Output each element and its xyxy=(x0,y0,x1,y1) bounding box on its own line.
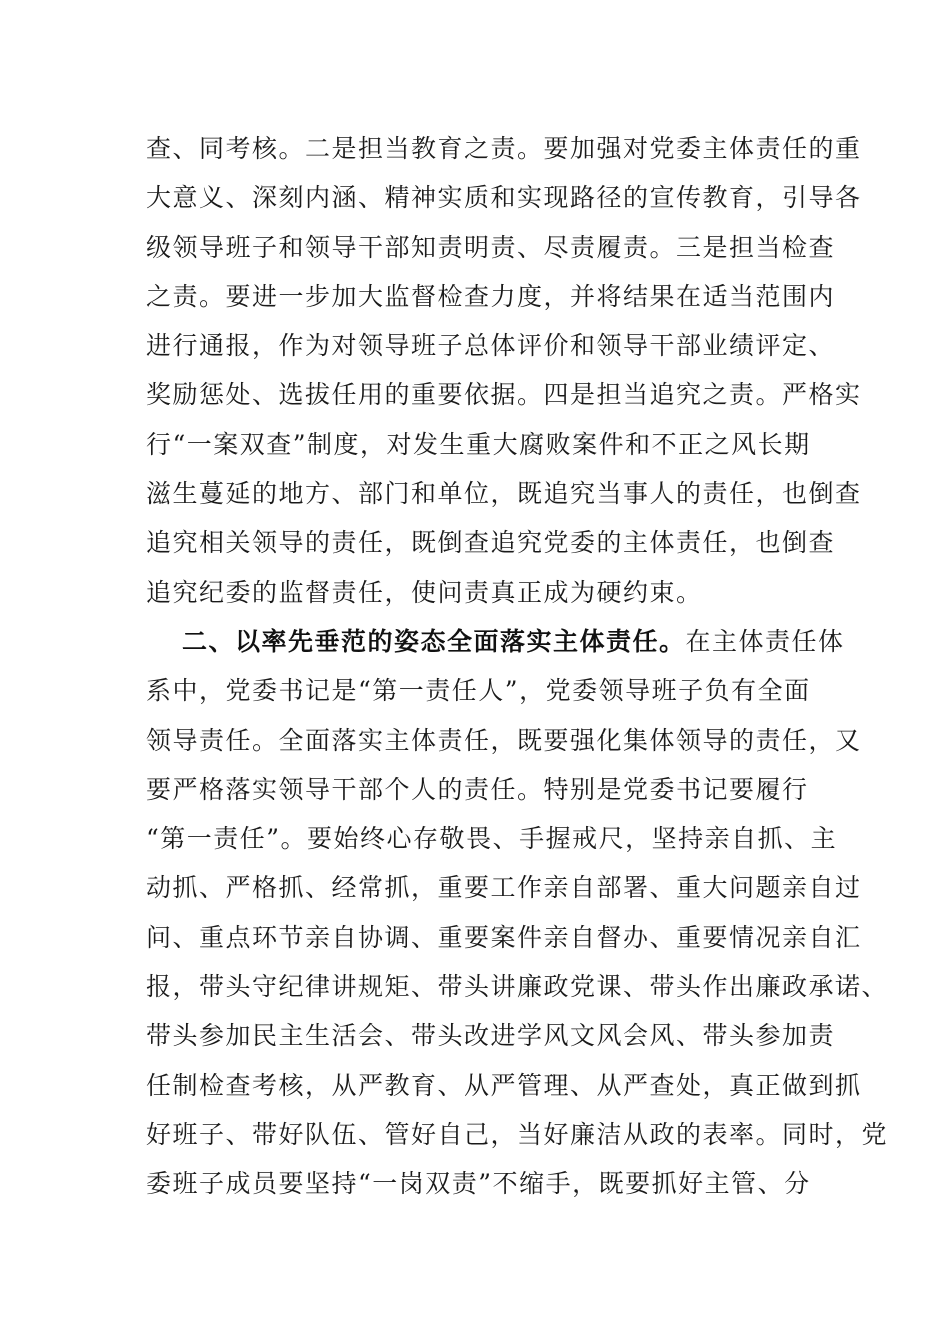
text-line: 委班子成员要坚持“一岗双责”不缩手，既要抓好主管、分 xyxy=(146,1169,811,1199)
text-line: 行“一案双查”制度，对发生重大腐败案件和不正之风长期 xyxy=(146,429,811,459)
text-line: 报，带头守纪律讲规矩、带头讲廉政党课、带头作出廉政承诺、 xyxy=(146,972,889,1002)
text-line: 要严格落实领导干部个人的责任。特别是党委书记要履行 xyxy=(146,774,809,804)
text-line: 动抓、严格抓、经常抓，重要工作亲自部署、重大问题亲自过 xyxy=(146,873,862,903)
text-line: 系中，党委书记是“第一责任人”，党委领导班子负有全面 xyxy=(146,676,811,706)
text-line: 追究相关领导的责任，既倒查追究党委的主体责任，也倒查 xyxy=(146,528,836,558)
text-line: 查、同考核。二是担当教育之责。要加强对党委主体责任的重 xyxy=(146,134,862,163)
text-line: 奖励惩处、选拔任用的重要依据。四是担当追究之责。严格实 xyxy=(146,380,862,410)
text-line: 带头参加民主生活会、带头改进学风文风会风、带头参加责 xyxy=(146,1021,836,1051)
text-line: 问、重点环节亲自协调、重要案件亲自督办、重要情况亲自汇 xyxy=(146,922,862,952)
text-line: 级领导班子和领导干部知责明责、尽责履责。三是担当检查 xyxy=(146,232,836,262)
body-text xyxy=(146,124,889,1209)
text-line: 之责。要进一步加大监督检查力度，并将结果在适当范围内 xyxy=(146,281,836,311)
text-line: 大意义、深刻内涵、精神实质和实现路径的宣传教育，引导各 xyxy=(146,183,862,213)
text-line: “第一责任”。要始终心存敬畏、手握戒尺，坚持亲自抓、主 xyxy=(146,824,838,854)
section-heading-line xyxy=(146,617,846,666)
text-line: 任制检查考核，从严教育、从严管理、从严查处，真正做到抓 xyxy=(146,1070,862,1100)
text-line: 领导责任。全面落实主体责任，既要强化集体领导的责任，又 xyxy=(146,725,862,755)
text-line: 好班子、带好队伍、管好自己，当好廉洁从政的表率。同时，党 xyxy=(146,1119,889,1149)
section-heading: 二、以率先垂范的姿态全面落实主体责任。 xyxy=(182,626,686,656)
text-line: 滋生蔓延的地方、部门和单位，既追究当事人的责任，也倒查 xyxy=(146,479,862,509)
text-line: 追究纪委的监督责任，使问责真正成为硬约束。 xyxy=(146,577,703,607)
text-line: 进行通报，作为对领导班子总体评价和领导干部业绩评定、 xyxy=(146,331,836,361)
section-heading-continuation: 在主体责任体 xyxy=(685,626,845,656)
